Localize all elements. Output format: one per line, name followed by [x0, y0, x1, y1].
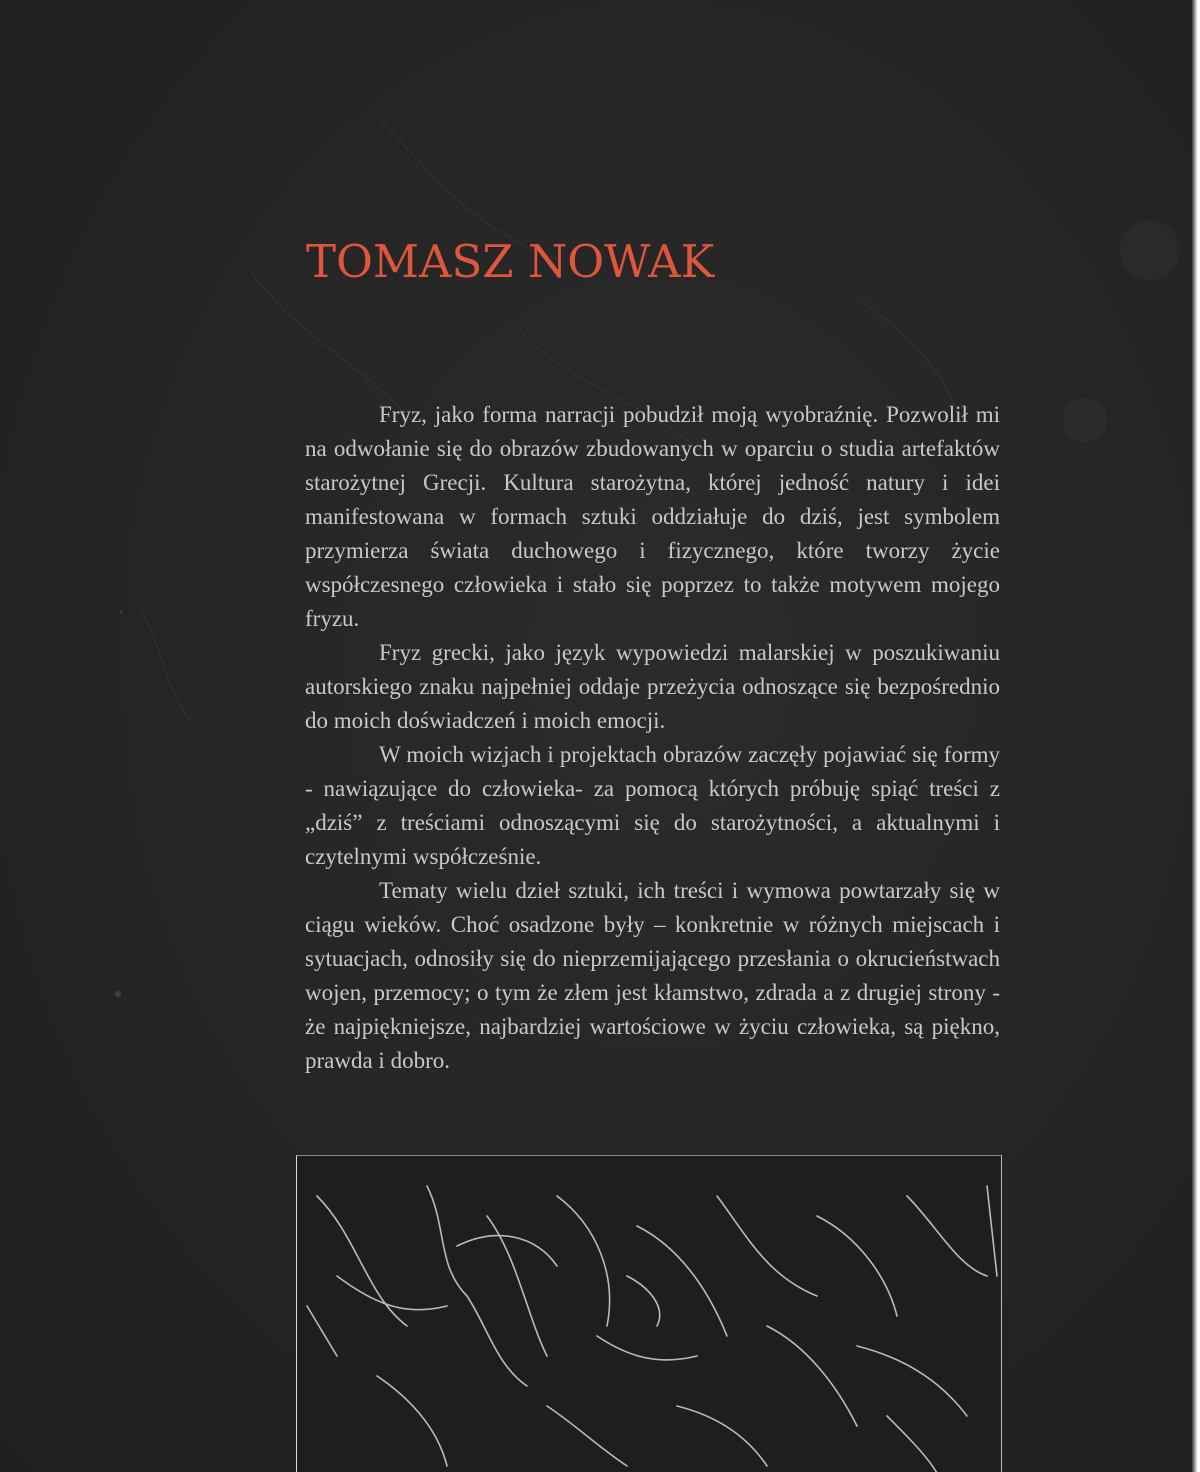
page-edge	[1192, 0, 1200, 1472]
frieze-line-drawing	[297, 1156, 1001, 1472]
paragraph: W moich wizjach i projektach obrazów zaczęły pojawiać się formy - nawiązujące do człowieka- za pomocą których próbuję spiąć treści z „dziś” z treściami odnoszącymi się do starożytności, a aktualnymi i czytelnymi współcześnie.	[305, 742, 1000, 869]
paragraph: Fryz grecki, jako język wypowiedzi malarskiej w poszukiwaniu autorskiego znaku najpełniej oddaje przeżycia odnoszące się bezpośrednio do moich doświadczeń i moich emocji.	[305, 640, 1000, 733]
paragraph: Tematy wielu dzieł sztuki, ich treści i wymowa powtarzały się w ciągu wieków. Choć osadzone były – konkretnie w różnych miejscach i sytuacjach, odnosiły się do nieprzemijającego przesłania o okrucieństwach wojen, przemocy; o tym że złem jest kłamstwo, zdrada a z drugiej strony - że najpiękniejsze, najbardziej wartościowe w życiu człowieka, są piękno, prawda i dobro.	[305, 878, 1000, 1073]
frieze-artwork	[296, 1155, 1002, 1472]
author-name: TOMASZ NOWAK	[306, 235, 715, 288]
paragraph: Fryz, jako forma narracji pobudził moją wyobraźnię. Pozwolił mi na odwołanie się do obrazów zbudowanych w oparciu o studia artefaktów starożytnej Grecji. Kultura starożytna, której jedność natury i idei manifestowana w formach sztuki oddziałuje do dziś, jest symbolem przymierza świata duchowego i fizycznego, które tworzy życie współczesnego człowieka i stało się poprzez to także motywem mojego fryzu.	[305, 402, 1000, 631]
body-text	[305, 398, 1000, 1078]
